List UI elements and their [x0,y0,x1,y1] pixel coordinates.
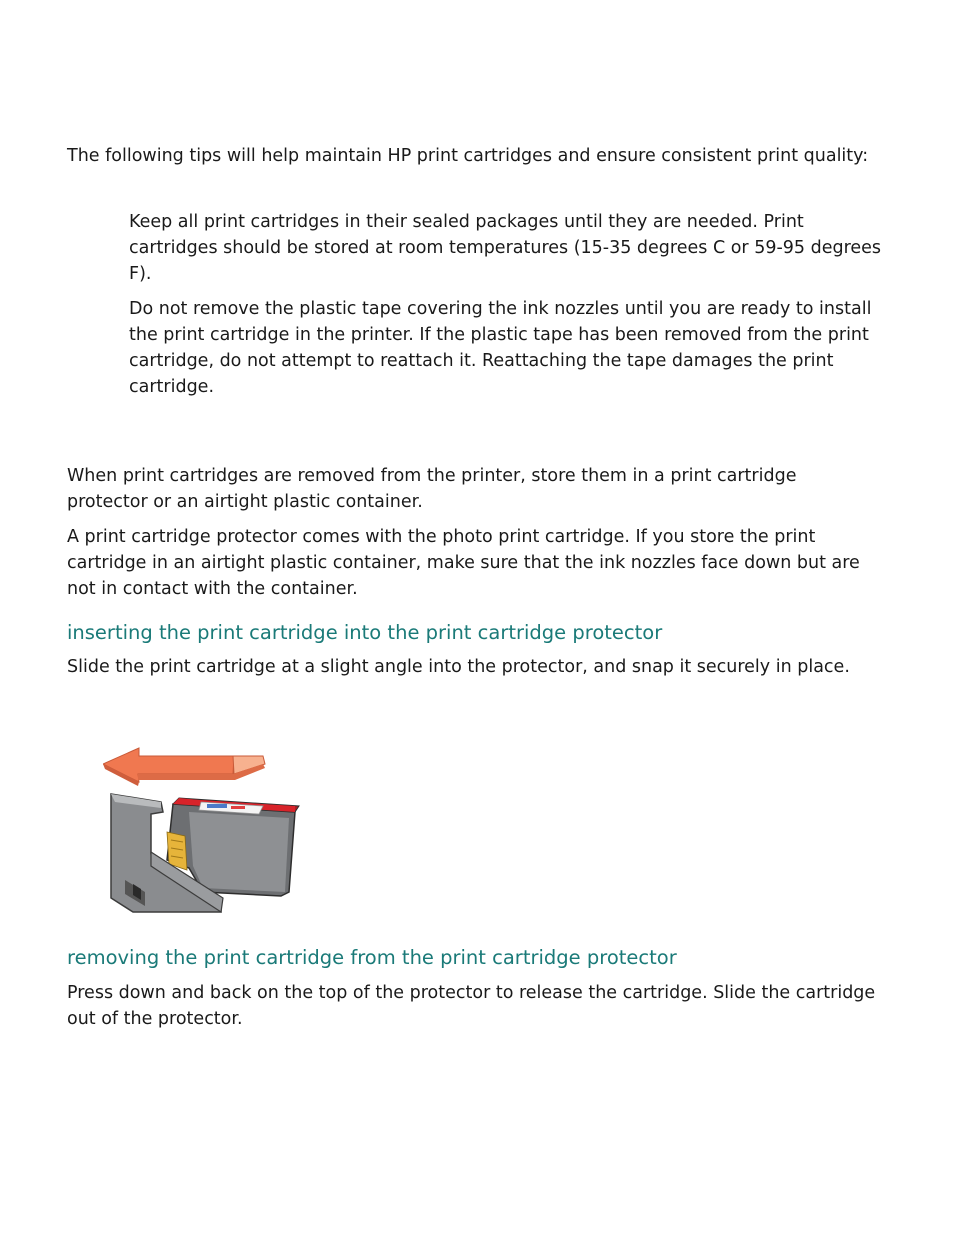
storage-paragraph: A print cartridge protector comes with the photo print cartridge. If you store the print cartridge in an airtight plastic container, make sure that the ink nozzles face down but are not in contact with the container. [67,527,860,599]
tip-item: Keep all print cartridges in their sealed packages until they are needed. Print cartridges should be stored at room temperatures (15-35 degrees C or 59-95 degrees F). [129,212,882,284]
storage-paragraph: When print cartridges are removed from the printer, store them in a print cartridge protector or an airtight plastic container. [67,466,797,512]
tips-list [129,209,889,400]
tip-item: Do not remove the plastic tape covering the ink nozzles until you are ready to install the print cartridge in the printer. If the plastic tape has been removed from the print cartridge, do not attempt to reattach it. Reattaching the tape damages the print cartridge. [129,299,872,397]
storage-section [67,463,882,602]
intro-paragraph: The following tips will help maintain HP print cartridges and ensure consistent print quality: [67,146,869,166]
inserting-instructions: Slide the print cartridge at a slight angle into the protector, and snap it securely in place. [67,657,850,677]
cartridge-illustration [103,742,303,918]
removing-instructions: Press down and back on the top of the protector to release the cartridge. Slide the cartridge out of the protector. [67,983,876,1029]
arrow-icon [103,748,265,786]
cartridge-into-protector-icon [103,742,303,918]
removing-heading: removing the print cartridge from the print cartridge protector [67,946,677,969]
inserting-heading: inserting the print cartridge into the print cartridge protector [67,621,663,644]
